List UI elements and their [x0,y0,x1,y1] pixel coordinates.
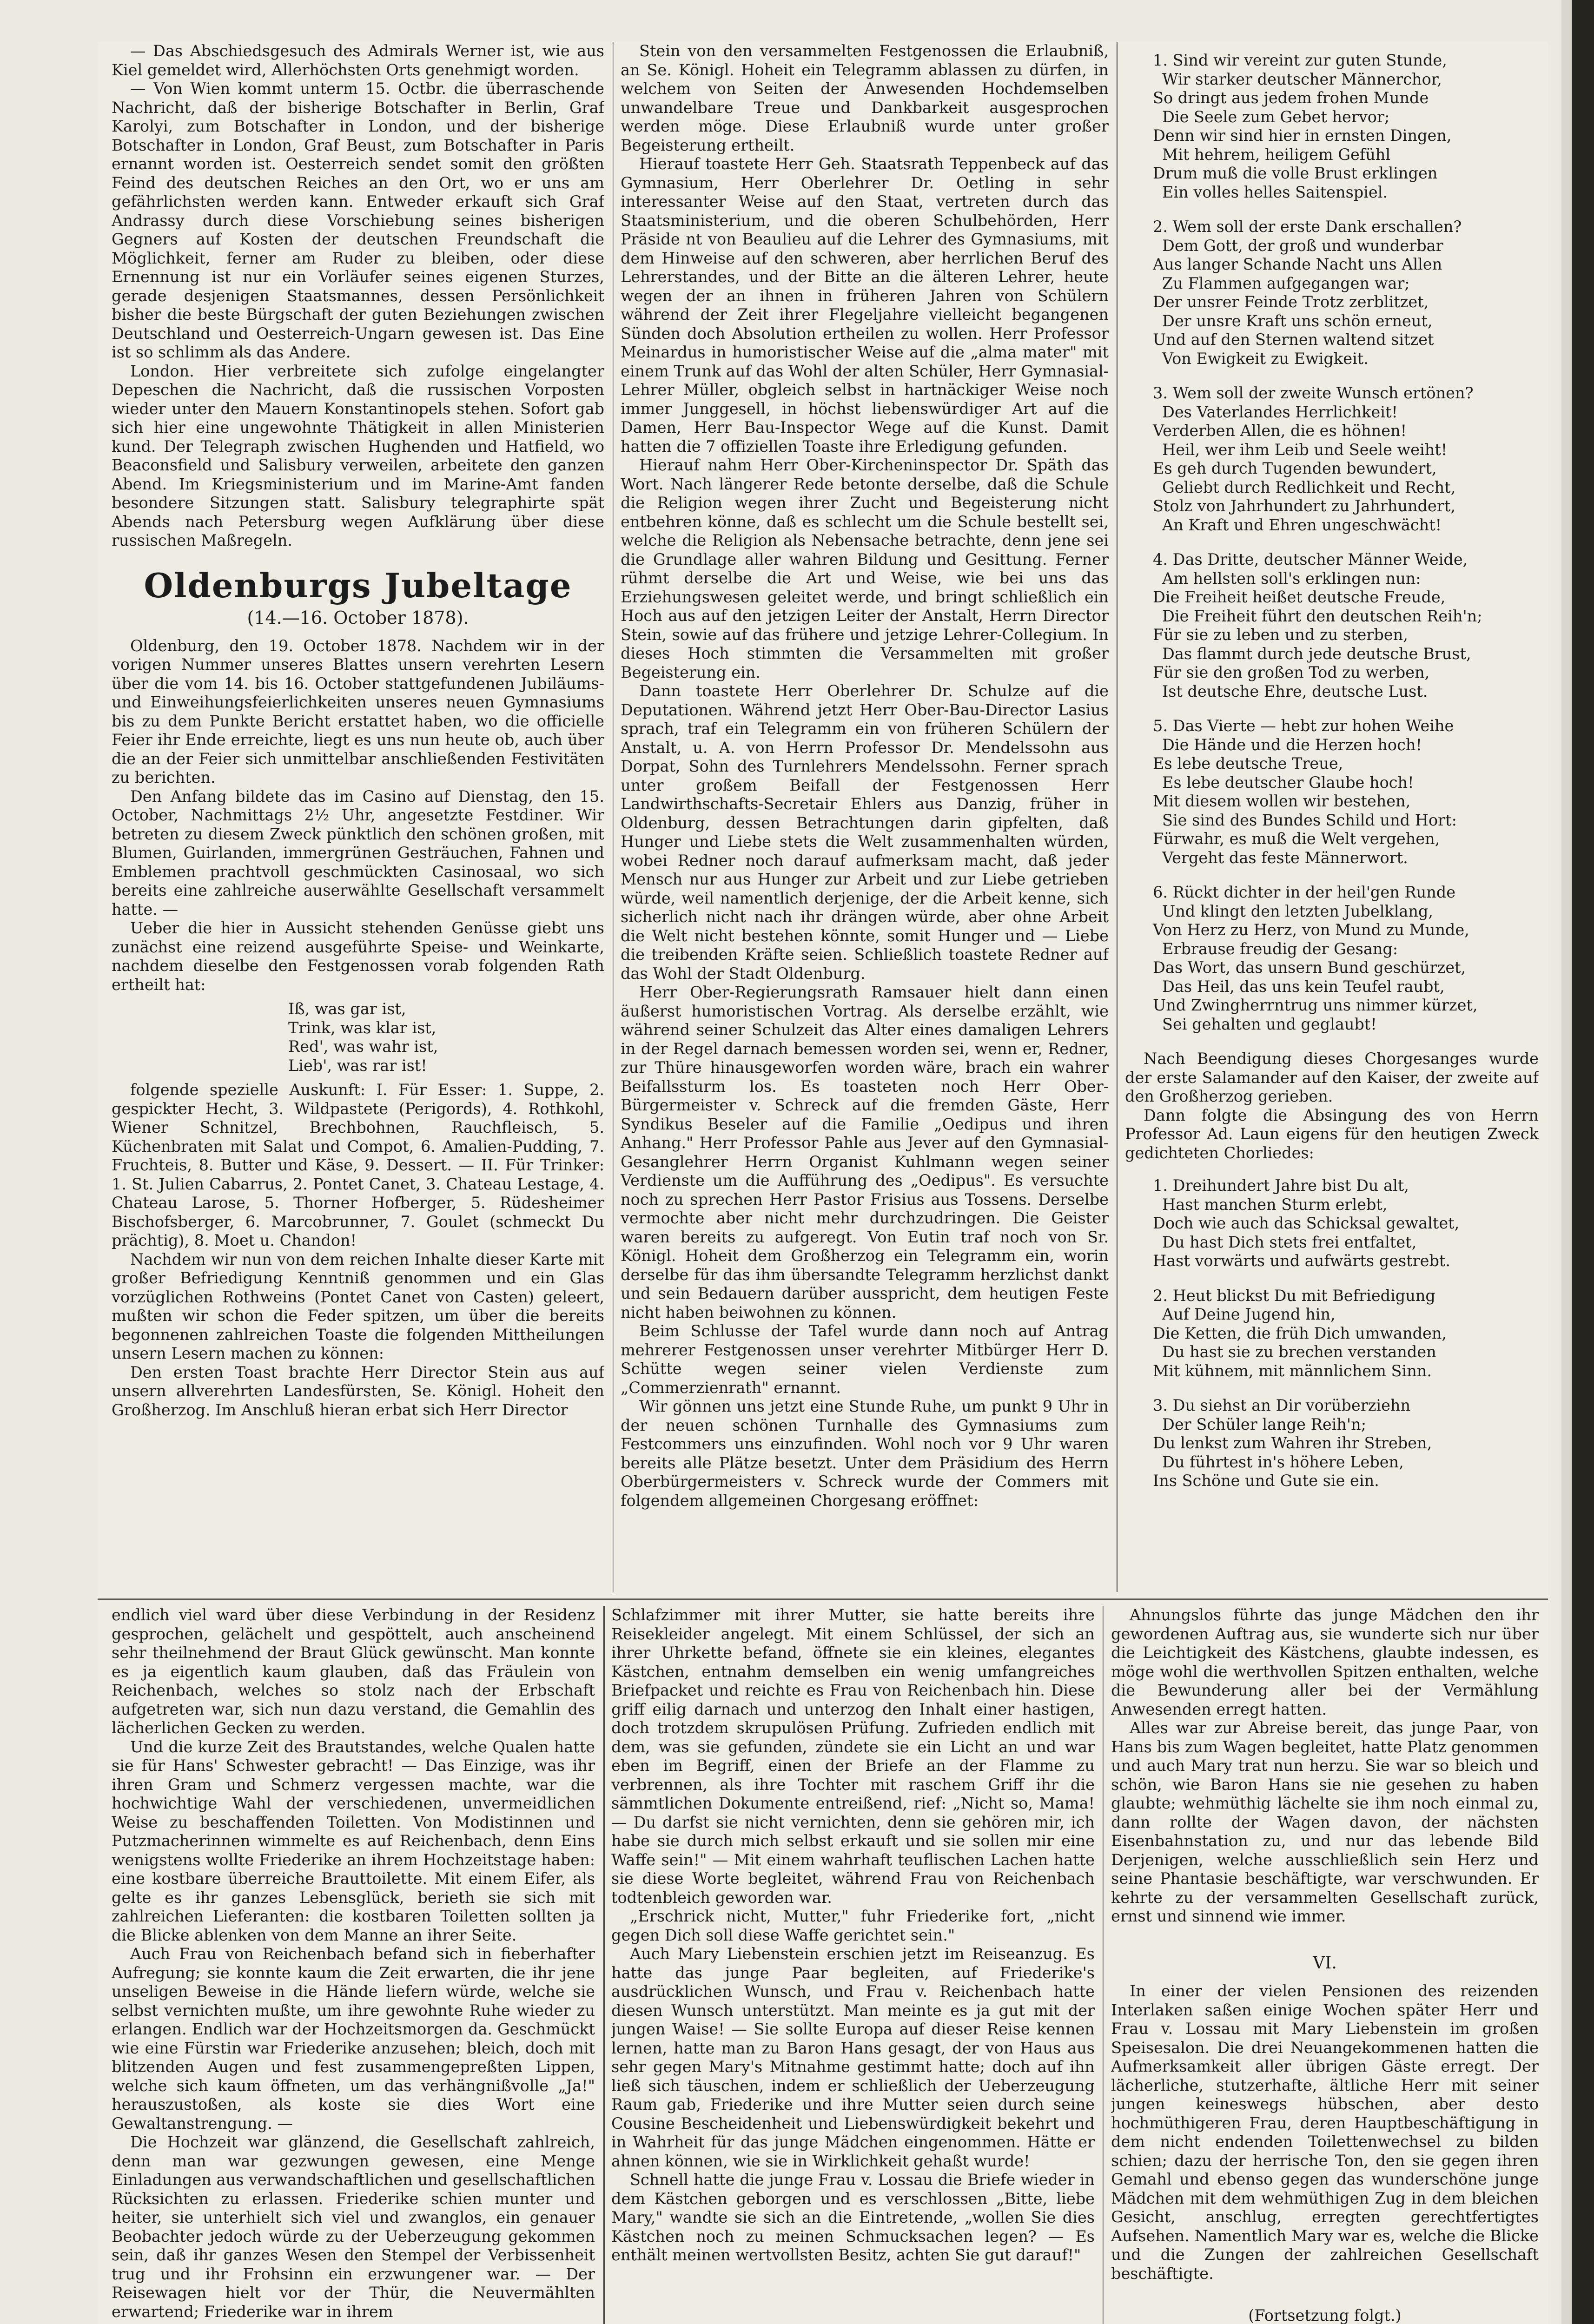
article-paragraph: Den Anfang bildete das im Casino auf Dienstag, den 15. October, Nachmittags 2½ Uhr, angesetzte Festdiner. Wir betreten zu diesem Zweck pünktlich den schönen großen, mit Blumen, Guirlanden, immergrünen Gesträuchen, Fahnen und Emblemen prachtvoll geschmückten Casinosaal, wo sich bereits eine zahlreiche auserwählte Gesellschaft versammelt hatte. — [112,787,604,918]
song-line: Denn wir sind hier in ernsten Dingen, [1153,126,1452,145]
chapter-number: VI. [1313,1953,1337,1973]
story-paragraph: Auch Mary Liebenstein erschien jetzt im Reiseanzug. Es hatte das junge Paar begleiten, auf Friederike's ausdrücklichen Wunsch, und Frau v. Reichenbach hatte diesen Wunsch unterstützt. Man meinte es ja gut mit der jungen Waise! — Sie sollte Europa auf dieser Reise kennen lernen, hatte man zu Baron Hans gesagt, der von Haus aus sehr gegen Mary's Mitnahme gestimmt hatte; doch auf ihn ließ sich täuschen, indem er schließlich der Ueberzeugung Raum gab, Friederike und ihre Mutter seien durch seine Cousine Bescheidenheit und Liebenswürdigkeit bekehrt und in Wahrheit für das junge Mädchen eingenommen. Hätte er ahnen können, wie sie in Wirklichkeit gehaßt wurde! [611,1945,1095,2170]
song-line: Die Freiheit heißet deutsche Freude, [1153,588,1446,606]
story-paragraph: Schlafzimmer mit ihrer Mutter, sie hatte bereits ihre Reisekleider angelegt. Mit einem Schlüssel, der sich an ihrer Uhrkette befand, öffnete sie ein kleines, elegantes Kästchen, entnahm demselben ein wenig umfangreiches Briefpacket und reichte es Frau von Reichenbach hin. Diese griff eilig darnach und unterzog den Inhalt einer hastigen, doch trotzdem skrupulösen Prüfung. Zufrieden endlich mit dem, was sie gefunden, zündete sie ein Licht an und war eben im Begriff, einen der Briefe an der Flamme zu verbrennen, als ihre Tochter mit raschem Griff ihr die sämmtlichen Dokumente entreißend, rief: „Nicht so, Mama! — Du darfst sie nicht vernichten, denn sie gehören mir, ich habe sie durch mich selbst erkauft und sie sollen mir eine Waffe sein!" — Mit einem wahrhaft teuflischen Lachen hatte sie diese Worte begleitet, während Frau von Reichenbach todtenbleich geworden war. [611,1606,1095,1907]
song-line: Des Vaterlandes Herrlichkeit! [1162,403,1398,421]
song-line: Dem Gott, der groß und wunderbar [1162,236,1443,255]
song-stanza [1125,883,1539,1034]
story-paragraph: „Erschrick nicht, Mutter," fuhr Friederike fort, „nicht gegen Dich soll diese Waffe gerichtet sein." [611,1907,1095,1944]
song-line: Es lebe deutscher Glaube hoch! [1162,773,1414,792]
song-line: Geliebt durch Redlichkeit und Recht, [1162,478,1456,496]
song-line: 3. Du siehst an Dir vorüberziehn [1153,1396,1411,1414]
article-dates: (14.—16. October 1878). [247,607,469,628]
story-paragraph: In einer der vielen Pensionen des reizenden Interlaken saßen einige Wochen später Herr und Frau v. Lossau mit Mary Liebenstein im großen Speisesalon. Die drei Neuangekommenen hatten die Aufmerksamkeit aller übrigen Gäste erregt. Der lächerliche, stutzerhafte, ältliche Herr mit seiner jungen keineswegs hübschen, aber desto hochmüthigeren Frau, deren Hauptbeschäftigung in dem nicht endenden Toilettenwechsel zu bilden schien; dazu der herrische Ton, den sie gegen ihren Gemahl und ebenso gegen das wunderschöne junge Mädchen mit dem wehmüthigen Zug in dem bleichen Gesicht, anschlug, erregten gerechtfertigtes Aufsehen. Namentlich Mary war es, welche die Blicke und die Zungen der zahlreichen Gesellschaft beschäftigte. [1111,1982,1539,2283]
article-paragraph: folgende spezielle Auskunft: I. Für Esser: 1. Suppe, 2. gespickter Hecht, 3. Wildpastete (Perigords), 4. Rothkohl, Wiener Schnitzel, Brechbohnen, Rauchfleisch, 5. Küchenbraten mit Salat und Compot, 6. Amalien-Pudding, 7. Fruchteis, 8. Butter und Käse, 9. Dessert. — II. Für Trinker: 1. St. Julien Cabarrus, 2. Pontet Canet, 3. Chateau Lestage, 4. Chateau Larose, 5. Thorner Hofberger, 5. Rüdesheimer Bischofsberger, 6. Marcobrunner, 7. Goulet (schmeckt Du prächtig), 8. Moet u. Chandon! [112,1081,604,1249]
song-line: Fürwahr, es muß die Welt vergehen, [1153,830,1440,848]
story-paragraph: Und die kurze Zeit des Brautstandes, welche Qualen hatte sie für Hans' Schwester gebracht! — Das Einzige, was ihr ihren Gram und Schmerz vergessen machte, war die hochwichtige Wahl der verschiedenen, unvermeidlichen Weise zu beschaffenden Toiletten. Von Modistinnen und Putzmacherinnen wimmelte es auf Reichenbach, denn Eins wenigstens wollte Friederike an ihrem Hochzeitstage haben: eine kostbare überreiche Brauttoilette. Mit einem Eifer, als gelte es ihr ganzes Lebensglück, berieth sie sich mit zahlreichen Lieferanten: die kostbaren Toiletten sollten ja die Blicke ablenken von dem Manne an ihrer Seite. [112,1737,595,1944]
song-stanza [1125,384,1539,535]
article-paragraph: Dann folgte die Absingung des von Herrn Professor Ad. Laun eigens für den heutigen Zweck gedichteten Chorliedes: [1125,1106,1539,1162]
song-line: Ist deutsche Ehre, deutsche Lust. [1162,682,1428,700]
article-title: Oldenburgs Jubeltage [144,565,572,605]
motto-line: Red', was wahr ist, [288,1037,438,1056]
story-paragraph: Die Hochzeit war glänzend, die Gesellschaft zahlreich, denn man war gezwungen gewesen, eine Menge Einladungen aus verwandschaftlichen und gesellschaftlichen Rücksichten zu erlassen. Friederike schien munter und heiter, sie unterhielt sich viel und zwanglos, ein genauer Beobachter jedoch würde zu der Ueberzeugung gekommen sein, daß ihr ganzes Wesen den Stempel der Verbissenheit trug und ihr Frohsinn ein erzwungener war. — Der Reisewagen hielt vor der Thür, die Neuvermählten erwartend; Friederike war in ihrem [112,2133,595,2321]
lower-column-2 [611,1606,1095,2324]
lower-column-3 [1111,1606,1539,2324]
song-line: An Kraft und Ehren ungeschwächt! [1162,515,1442,534]
news-paragraph: — Das Abschiedsgesuch des Admirals Werner ist, wie aus Kiel gemeldet wird, Allerhöchsten Orts genehmigt worden. [112,42,604,79]
upper-column-2 [621,42,1109,1592]
song-line: Vergeht das feste Männerwort. [1162,848,1408,867]
song-line: Das Heil, das uns kein Teufel raubt, [1162,977,1445,996]
motto-line: Lieb', was rar ist! [288,1056,427,1075]
song-line: Du hast sie zu brechen verstanden [1162,1343,1436,1361]
song-line: Es geh durch Tugenden bewundert, [1153,459,1437,477]
song-line: 2. Heut blickst Du mit Befriedigung [1153,1286,1435,1305]
news-block [112,42,604,550]
article-paragraph: Hierauf toastete Herr Geh. Staatsrath Teppenbeck auf das Gymnasium, Herr Oberlehrer Dr. Oetling in sehr interessanter Weise auf den Staat, vertreten durch das Staatsministerium, und die oberen Schulbehörden, Herr Präside nt von Beaulieu auf die Lehrer des Gymnasiums, mit dem Hinweise auf den schweren, aber herrlichen Beruf des Lehrerstandes, und der Bitte an die älteren Lehrer, heute wegen der an ihnen in früheren Jahren von Schülern während der Zeit ihrer Flegeljahre vielleicht begangenen Sünden doch Absolution ertheilen zu wollen. Herr Professor Meinardus in humoristischer Weise auf die „alma mater" mit einem Trunk auf das Wohl der alten Schüler, Herr Gymnasial-Lehrer Müller, obgleich selbst in hartnäckiger Weise noch immer Junggesell, in höchst liebenswürdiger Art auf die Damen, Herr Bau-Inspector Wege auf die Kunst. Damit hatten die 7 offiziellen Toaste ihre Erledigung gefunden. [621,155,1109,456]
song-stanza [1125,717,1539,867]
song-line: 4. Das Dritte, deutscher Männer Weide, [1153,550,1468,568]
upper-column-3 [1125,42,1539,1592]
song-line: Auf Deine Jugend hin, [1162,1305,1336,1323]
upper-section [98,42,1548,1592]
song-line: Von Herz zu Herz, von Mund zu Munde, [1153,921,1469,939]
song-line: Der Schüler lange Reih'n; [1162,1415,1367,1433]
song-line: Zu Flammen aufgegangen war; [1162,274,1410,292]
song-line: Mit kühnem, mit männlichem Sinn. [1153,1361,1432,1380]
song-line: Und auf den Sternen waltend sitzet [1153,330,1434,349]
song-line: 1. Dreihundert Jahre bist Du alt, [1153,1176,1409,1195]
song-line: Die Hände und die Herzen hoch! [1162,735,1422,754]
song-line: Das Wort, das unsern Bund geschürzet, [1153,958,1466,977]
song-line: Sei gehalten und geglaubt! [1162,1015,1377,1033]
chorus-song [1125,51,1539,1034]
news-paragraph: London. Hier verbreitete sich zufolge eingelangter Depeschen die Nachricht, daß die russischen Vorposten wieder unter den Mauern Konstantinopels stehen. Sofort gab sich hier eine ungewohnte Thätigkeit in allen Ministerien kund. Der Telegraph zwischen Hughenden und Hatfield, wo Beaconsfield und Salisbury verweilen, arbeitete den ganzen Abend. Im Kriegsministerium und im Marine-Amt fanden besondere Sitzungen statt. Salisbury telegraphirte spät Abends nach Petersburg wegen Aufklärung über diese russischen Maßregeln. [112,362,604,549]
song-line: Du lenkst zum Wahren ihr Streben, [1153,1434,1432,1452]
song-line: Die Ketten, die früh Dich umwanden, [1153,1324,1447,1342]
song-line: Drum muß die volle Brust erklingen [1153,164,1438,182]
song-line: Heil, wer ihm Leib und Seele weiht! [1162,440,1448,459]
song-line: Für sie den großen Tod zu werben, [1153,663,1430,681]
story-paragraph: Alles war zur Abreise bereit, das junge Paar, von Hans bis zum Wagen begleitet, hatte Platz genommen und auch Mary trat nun herzu. Sie war so bleich und schön, wie Baron Hans sie nie gesehen zu haben glaubte; wehmüthig lächelte sie ihm noch einmal zu, dann rollte der Wagen davon, der nächsten Eisenbahnstation zu, und nur das lebende Bild Derjenigen, welche ausschließlich sein Herz und seine Phantasie beschäftigte, war verschwunden. Er kehrte zu der versammelten Gesellschaft zurück, ernst und sinnend wie immer. [1111,1719,1539,1925]
section-divider [98,1598,1548,1600]
continued-note: (Fortsetzung folgt.) [1248,2306,1402,2324]
newspaper-page [98,42,1548,2324]
song-line: Für sie zu leben und zu sterben, [1153,626,1408,644]
story-paragraph: Schnell hatte die junge Frau v. Lossau die Briefe wieder in dem Kästchen geborgen und es verschlossen „Bitte, liebe Mary," wandte sie sich an die Eintretende, „wollen Sie dies Kästchen noch zu meinen Schmucksachen legen? — Es enthält meinen wertvollsten Besitz, achten Sie gut darauf!" [611,2171,1095,2264]
song-line: Der unsre Kraft uns schön erneut, [1162,311,1433,330]
song-stanza [1125,1176,1539,1271]
scan-dark-margin [1572,0,1594,2324]
column-divider [1103,1606,1104,2324]
song-line: So dringt aus jedem frohen Munde [1153,89,1429,107]
song-line: Die Seele zum Gebet hervor; [1162,107,1390,126]
song-line: Von Ewigkeit zu Ewigkeit. [1162,349,1369,368]
motto-line: Iß, was gar ist, [288,1000,406,1018]
feuilleton-section [98,1606,1548,2324]
article-paragraph: Hierauf nahm Herr Ober-Kircheninspector Dr. Späth das Wort. Nach längerer Rede betonte derselbe, daß die Schule die Religion wegen ihrer Zucht und Begeisterung nicht entbehren könne, daß es schlecht um die Schule bestellt sei, welche die Religion als Nebensache betrachte, denn jene sei die Grundlage aller wahren Bildung und Gesittung. Ferner rühmt derselbe die Art und Weise, wie bei uns das Erziehungswesen geleitet werde, und bringt schließlich ein Hoch aus auf den jetzigen Leiter der Anstalt, Herrn Director Stein, sowie auf das frühere und jetzige Lehrer-Collegium. In dieses Hoch stimmten die Versammelten mit großer Begeisterung ein. [621,456,1109,681]
story-paragraph: endlich viel ward über diese Verbindung in der Residenz gesprochen, gelächelt und gespöttelt, auch anscheinend sehr theilnehmend der Braut Glück gewünscht. Man konnte es ja eigentlich kaum glauben, daß das Fräulein von Reichenbach, welches so stolz nach der Erbschaft aufgetreten war, sich nun dazu verstand, die Gemahlin des lächerlichen Gecken zu werden. [112,1606,595,1737]
column-divider [1117,42,1118,1592]
column-divider [603,1606,605,2324]
song-line: Ein volles helles Saitenspiel. [1162,183,1388,201]
song-line: 3. Wem soll der zweite Wunsch ertönen? [1153,384,1474,402]
song-stanza [1125,51,1539,202]
motto-line: Trink, was klar ist, [288,1018,437,1037]
article-paragraph: Oldenburg, den 19. October 1878. Nachdem wir in der vorigen Nummer unseres Blattes unsern verehrten Lesern über die vom 14. bis 16. October stattgefundenen Jubiläums- und Einweihungsfeierlichkeiten unseres neuen Gymnasiums bis zu dem Punkte Bericht erstattet haben, wo die officielle Feier ihr Ende erreichte, liegt es uns nun heute ob, auch über die an der Feier sich unmittelbar anschließenden Festivitäten zu berichten. [112,636,604,786]
lower-column-1 [112,1606,595,2324]
article-paragraph: Nach Beendigung dieses Chorgesanges wurde der erste Salamander auf den Kaiser, der zweite auf den Großherzog gerieben. [1125,1050,1539,1105]
song-line: Stolz von Jahrhundert zu Jahrhundert, [1153,497,1456,515]
article-paragraph: Nachdem wir nun von dem reichen Inhalte dieser Karte mit großer Befriedigung Kenntniß genommen und ein Glas vorzüglichen Rothweins (Pontet Canet von Casten) geleert, mußten wir schon die Feder spitzen, um über die bereits begonnenen zahlreichen Toaste die folgenden Mittheilungen unsern Lesern machen zu können: [112,1250,604,1362]
article-paragraph: Dann toastete Herr Oberlehrer Dr. Schulze auf die Deputationen. Während jetzt Herr Ober-Bau-Director Lasius sprach, traf ein Telegramm ein von früheren Schülern der Anstalt, u. A. von Herrn Professor Dr. Mendelssohn aus Dorpat, Sohn des Turnlehrers Mendelssohn. Ferner sprach unter großem Beifall der Festgenossen Herr Landwirthschafts-Secretair Ehlers aus Danzig, früher in Oldenburg, dessen Betrachtungen darin gipfelten, daß Hunger und Liebe stets die Welt zusammenhalten würden, wobei Redner noch darauf aufmerksam macht, daß jeder Mensch nur aus Hunger zur Arbeit und zur Liebe getrieben würde, weil namentlich derjenige, der die Arbeit kenne, sich sicherlich nicht nach ihr drängen würde, aber ohne Arbeit die Welt nicht bestehen könnte, somit Hunger und — Liebe die treibenden Kräfte seien. Schließlich toastete Redner auf das Wohl der Stadt Oldenburg. [621,682,1109,983]
song-stanza [1125,550,1539,701]
story-paragraph: Auch Frau von Reichenbach befand sich in fieberhafter Aufregung; sie konnte kaum die Zeit erwarten, die ihr jene unseligen Beweise in die Hände liefern würde, welche sie selbst vernichten mußte, um ihre gewohnte Ruhe wieder zu erlangen. Endlich war der Hochzeitsmorgen da. Geschmückt wie eine Fürstin war Friederike anzusehen; bleich, doch mit blitzenden Augen und fest zusammengepreßten Lippen, welche sich kaum öffneten, um das verhängnißvolle „Ja!" herauszustoßen, als koste sie dies Wort eine Gewaltanstrengung. — [112,1945,595,2133]
song-line: Und Zwingherrntrug uns nimmer kürzet, [1153,996,1478,1014]
song-stanza [1125,218,1539,368]
article-paragraph: Stein von den versammelten Festgenossen die Erlaubniß, an Se. Königl. Hoheit ein Telegramm ablassen zu dürfen, in welchem von Seiten der Anwesenden Hochdemselben unwandelbare Treue und Dankbarkeit ausgesprochen werden möge. Diese Erlaubniß wurde unter großer Begeisterung ertheilt. [621,42,1109,154]
upper-column-1 [112,42,604,1592]
song-line: Am hellsten soll's erklingen nun: [1162,569,1421,588]
column-divider [613,42,614,1592]
song-line: Die Freiheit führt den deutschen Reih'n; [1162,607,1482,625]
song-line: 6. Rückt dichter in der heil'gen Runde [1153,883,1456,901]
article-paragraph: Beim Schlusse der Tafel wurde dann noch auf Antrag mehrerer Festgenossen unser verehrter Mitbürger Herr D. Schütte wegen seiner vielen Verdienste zum „Commerzienrath" ernannt. [621,1322,1109,1397]
song-line: Erbrause freudig der Gesang: [1162,939,1398,958]
song-line: Ins Schöne und Gute sie ein. [1153,1472,1379,1490]
menu-motto [288,1000,604,1075]
song-line: Das flammt durch jede deutsche Brust, [1162,644,1471,663]
song-stanza [1125,1396,1539,1491]
song-line: Du hast Dich stets frei entfaltet, [1162,1233,1417,1251]
article-heading [112,566,604,630]
article-paragraph: Ueber die hier in Aussicht stehenden Genüsse giebt uns zunächst eine reizend ausgeführte Speise- und Weinkarte, nachdem dieselbe den Festgenossen vorab folgenden Rath ertheilt hat: [112,919,604,994]
song-line: Hast manchen Sturm erlebt, [1162,1195,1388,1214]
story-paragraph: Ahnungslos führte das junge Mädchen den ihr gewordenen Auftrag aus, sie wunderte sich nur über die Leichtigkeit des Kästchens, glaubte indessen, es möge wohl die werthvollen Spitzen enthalten, welche die Bewunderung aller bei der Vermählung Anwesenden erregt hatten. [1111,1606,1539,1718]
song-line: Verderben Allen, die es höhnen! [1153,422,1407,440]
news-paragraph: — Von Wien kommt unterm 15. Octbr. die überraschende Nachricht, daß der bisherige Botschafter in Berlin, Graf Karolyi, zum Botschafter in London, und der bisherige Botschafter in London, Graf Beust, zum Botschafter in Paris ernannt worden ist. Oesterreich sendet somit den größten Feind des deutschen Reiches an den Ort, wo er uns am gefährlichsten werden kann. Entweder erkauft sich Graf Andrassy durch diese Vorschiebung seines bisherigen Gegners auf Kosten der deutschen Freundschaft die Möglichkeit, ferner am Ruder zu bleiben, oder diese Ernennung ist nur ein Vorläufer seines eigenen Sturzes, gerade desjenigen Staatsmannes, dessen Persönlichkeit bisher die beste Bürgschaft der guten Beziehungen zwischen Deutschland und Oesterreich-Ungarn gewesen ist. Das Eine ist so schlimm als das Andere. [112,79,604,361]
scan-binding-edge [1561,0,1572,2324]
song-line: 1. Sind wir vereint zur guten Stunde, [1153,51,1447,69]
choral-song [1125,1176,1539,1491]
article-paragraph: Den ersten Toast brachte Herr Director Stein aus auf unsern allverehrten Landesfürsten, Se. Königl. Hoheit den Großherzog. Im Anschluß hieran erbat sich Herr Director [112,1363,604,1419]
song-line: Doch wie auch das Schicksal gewaltet, [1153,1214,1460,1232]
song-line: Du führtest in's höhere Leben, [1162,1452,1404,1471]
song-stanza [1125,1287,1539,1381]
song-line: Der unsrer Feinde Trotz zerblitzet, [1153,293,1429,311]
song-line: Es lebe deutsche Treue, [1153,754,1343,772]
song-line: Aus langer Schande Nacht uns Allen [1153,255,1442,273]
song-line: Mit hehrem, heiligem Gefühl [1162,145,1391,164]
song-line: Und klingt den letzten Jubelklang, [1162,902,1434,920]
song-line: Wir starker deutscher Männerchor, [1162,70,1442,88]
song-line: 2. Wem soll der erste Dank erschallen? [1153,218,1462,236]
article-paragraph: Herr Ober-Regierungsrath Ramsauer hielt dann einen äußerst humoristischen Vortrag. Als derselbe erzählt, wie während seiner Schulzeit das Alter eines damaligen Lehrers in der Regel darnach bemessen worden sei, wenn er, Redner, zur Thüre hinausgeworfen worden wäre, brach ein wahrer Beifallssturm los. Es toasteten noch Herr Ober-Bürgermeister v. Schreck auf die fremden Gäste, Herr Syndikus Beseler auf die Familie „Oedipus und ihren Anhang." Herr Professor Pahle aus Jever auf den Gymnasial-Gesanglehrer Herrn Organist Kuhlmann wegen seiner Verdienste um die Aufführung des „Oedipus". Es versuchte noch zu sprechen Herr Pastor Frisius aus Tossens. Derselbe vermochte aber nicht mehr durchzudringen. Die Geister waren bereits zu aufgeregt. Von Eutin traf noch von Sr. Königl. Hoheit dem Großherzog ein Telegramm ein, worin derselbe für das ihm übersandte Telegramm herzlichst dankt und sein Bedauern darüber ausspricht, dem heutigen Feste nicht haben beiwohnen zu können. [621,983,1109,1321]
article-paragraph: Wir gönnen uns jetzt eine Stunde Ruhe, um punkt 9 Uhr in der neuen schönen Turnhalle des Gymnasiums zum Festcommers uns einzufinden. Wohl noch vor 9 Uhr waren bereits alle Plätze besetzt. Unter dem Präsidium des Herrn Oberbürgermeisters v. Schreck wurde der Commers mit folgendem allgemeinen Chorgesang eröffnet: [621,1397,1109,1510]
song-line: 5. Das Vierte — hebt zur hohen Weihe [1153,717,1454,735]
song-line: Hast vorwärts und aufwärts gestrebt. [1153,1252,1451,1270]
song-line: Sie sind des Bundes Schild und Hort: [1162,811,1457,829]
song-line: Mit diesem wollen wir bestehen, [1153,792,1411,810]
